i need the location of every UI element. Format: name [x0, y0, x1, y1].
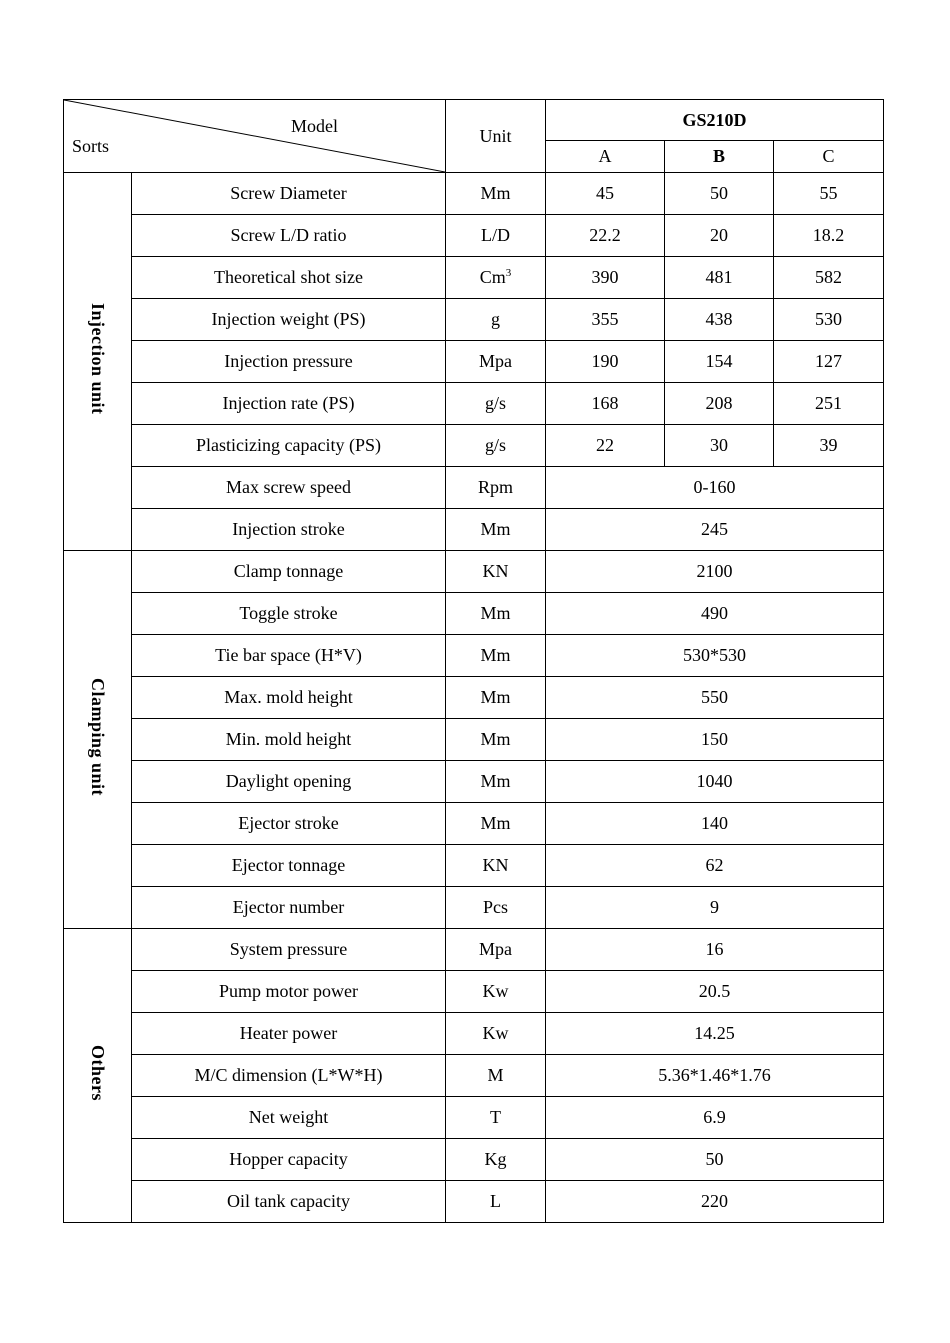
value-merged: 1040: [546, 761, 884, 803]
group-clamping-unit: [64, 551, 132, 929]
value-a: 45: [546, 173, 665, 215]
row-unit: Kg: [446, 1139, 546, 1181]
table-row: [64, 551, 884, 593]
row-label: M/C dimension (L*W*H): [132, 1055, 446, 1097]
value-a: 390: [546, 257, 665, 299]
value-merged: 62: [546, 845, 884, 887]
table-row: [64, 173, 884, 215]
table-row: [64, 803, 884, 845]
value-merged: 16: [546, 929, 884, 971]
row-label: Injection pressure: [132, 341, 446, 383]
row-unit: Kw: [446, 1013, 546, 1055]
value-merged: 2100: [546, 551, 884, 593]
value-c: 127: [774, 341, 884, 383]
row-unit: Mm: [446, 593, 546, 635]
value-merged: 14.25: [546, 1013, 884, 1055]
value-merged: 220: [546, 1181, 884, 1223]
row-label: Min. mold height: [132, 719, 446, 761]
unit-text: Cm: [479, 267, 506, 287]
row-label: Screw Diameter: [132, 173, 446, 215]
row-unit: Mm: [446, 173, 546, 215]
row-label: Net weight: [132, 1097, 446, 1139]
row-label: Oil tank capacity: [132, 1181, 446, 1223]
row-unit: L: [446, 1181, 546, 1223]
row-unit: Mm: [446, 635, 546, 677]
table-row: [64, 929, 884, 971]
value-b: 30: [665, 425, 774, 467]
value-merged: 5.36*1.46*1.76: [546, 1055, 884, 1097]
sorts-header-label: Sorts: [72, 136, 110, 156]
table-row: [64, 467, 884, 509]
value-b: 208: [665, 383, 774, 425]
diagonal-divider: [64, 100, 445, 172]
row-label: Hopper capacity: [132, 1139, 446, 1181]
group-injection-unit: [64, 173, 132, 551]
row-unit: [446, 257, 546, 299]
value-merged: 490: [546, 593, 884, 635]
row-unit: M: [446, 1055, 546, 1097]
table-row: [64, 1181, 884, 1223]
row-unit: KN: [446, 845, 546, 887]
value-merged: 550: [546, 677, 884, 719]
row-label: Clamp tonnage: [132, 551, 446, 593]
row-label: Ejector number: [132, 887, 446, 929]
value-merged: 140: [546, 803, 884, 845]
row-label: Pump motor power: [132, 971, 446, 1013]
value-b: 481: [665, 257, 774, 299]
group-label-injection: Injection unit: [88, 303, 108, 415]
value-a: 355: [546, 299, 665, 341]
spec-table: [63, 99, 884, 1223]
value-merged: 245: [546, 509, 884, 551]
value-a: 22: [546, 425, 665, 467]
table-row: [64, 1013, 884, 1055]
value-a: 22.2: [546, 215, 665, 257]
value-b: 20: [665, 215, 774, 257]
row-unit: Mpa: [446, 929, 546, 971]
value-c: 18.2: [774, 215, 884, 257]
row-label: Heater power: [132, 1013, 446, 1055]
row-label: Tie bar space (H*V): [132, 635, 446, 677]
value-c: 251: [774, 383, 884, 425]
value-merged: 150: [546, 719, 884, 761]
group-others: [64, 929, 132, 1223]
value-c: 39: [774, 425, 884, 467]
table-row: [64, 341, 884, 383]
table-row: [64, 971, 884, 1013]
value-a: 190: [546, 341, 665, 383]
value-merged: 50: [546, 1139, 884, 1181]
table-row: [64, 215, 884, 257]
value-merged: 6.9: [546, 1097, 884, 1139]
header-row: [64, 100, 884, 141]
table-row: [64, 425, 884, 467]
row-unit: Kw: [446, 971, 546, 1013]
row-label: Injection rate (PS): [132, 383, 446, 425]
value-c: 530: [774, 299, 884, 341]
unit-superscript: 3: [505, 267, 512, 279]
value-a: 168: [546, 383, 665, 425]
value-merged: 20.5: [546, 971, 884, 1013]
value-merged: 530*530: [546, 635, 884, 677]
group-label-others: Others: [88, 1045, 108, 1101]
row-unit: Mm: [446, 803, 546, 845]
table-row: [64, 761, 884, 803]
value-c: 582: [774, 257, 884, 299]
variant-a-header: A: [546, 141, 665, 173]
model-name-cell: GS210D: [546, 100, 884, 141]
table-row: [64, 719, 884, 761]
row-unit: Mm: [446, 509, 546, 551]
row-unit: KN: [446, 551, 546, 593]
table-row: [64, 887, 884, 929]
value-b: 50: [665, 173, 774, 215]
variant-b-header: B: [665, 141, 774, 173]
corner-header-cell: [64, 100, 446, 173]
table-row: [64, 593, 884, 635]
row-label: Theoretical shot size: [132, 257, 446, 299]
table-row: [64, 257, 884, 299]
table-row: [64, 635, 884, 677]
value-b: 438: [665, 299, 774, 341]
table-row: [64, 509, 884, 551]
variant-c-header: C: [774, 141, 884, 173]
row-label: Max. mold height: [132, 677, 446, 719]
row-label: Ejector stroke: [132, 803, 446, 845]
table-row: [64, 1097, 884, 1139]
row-unit: Mm: [446, 761, 546, 803]
row-label: Toggle stroke: [132, 593, 446, 635]
row-label: Injection stroke: [132, 509, 446, 551]
row-unit: g: [446, 299, 546, 341]
row-label: Injection weight (PS): [132, 299, 446, 341]
table-row: [64, 1055, 884, 1097]
row-label: Ejector tonnage: [132, 845, 446, 887]
row-unit: Rpm: [446, 467, 546, 509]
row-unit: Pcs: [446, 887, 546, 929]
row-label: Max screw speed: [132, 467, 446, 509]
table-row: [64, 299, 884, 341]
row-label: Daylight opening: [132, 761, 446, 803]
row-unit: T: [446, 1097, 546, 1139]
value-merged: 9: [546, 887, 884, 929]
value-c: 55: [774, 173, 884, 215]
value-merged: 0-160: [546, 467, 884, 509]
row-unit: Mm: [446, 719, 546, 761]
row-label: System pressure: [132, 929, 446, 971]
row-label: Plasticizing capacity (PS): [132, 425, 446, 467]
row-unit: Mm: [446, 677, 546, 719]
table-row: [64, 845, 884, 887]
row-unit: g/s: [446, 383, 546, 425]
value-b: 154: [665, 341, 774, 383]
table-row: [64, 383, 884, 425]
row-unit: g/s: [446, 425, 546, 467]
table-row: [64, 1139, 884, 1181]
model-header-label: Model: [291, 116, 338, 136]
unit-header-cell: Unit: [446, 100, 546, 173]
row-unit: Mpa: [446, 341, 546, 383]
row-label: Screw L/D ratio: [132, 215, 446, 257]
row-unit: L/D: [446, 215, 546, 257]
group-label-clamping: Clamping unit: [88, 677, 108, 797]
table-row: [64, 677, 884, 719]
